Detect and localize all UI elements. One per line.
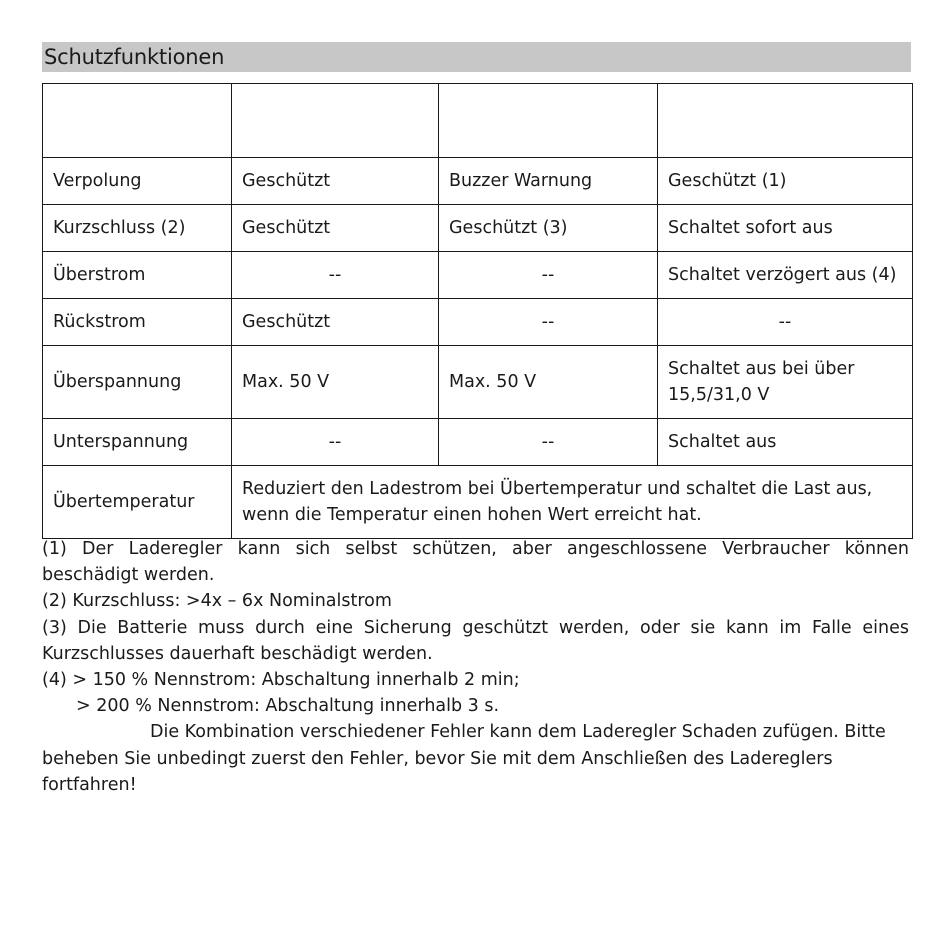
table-cell: -- <box>658 299 913 346</box>
table-cell: -- <box>439 419 658 466</box>
footnote-4a: (4) > 150 % Nennstrom: Abschaltung innerhalb 2 min; <box>42 670 520 691</box>
footnote-4b: > 200 % Nennstrom: Abschaltung innerhalb 3 s. <box>76 696 500 717</box>
table-row <box>43 466 913 539</box>
table-cell: -- <box>232 252 439 299</box>
table-cell-merged: Reduziert den Ladestrom bei Übertemperatur und schaltet die Last aus, wenn die Temperatur einen hohen Wert erreicht hat. <box>232 466 913 539</box>
table-cell: Geschützt <box>232 158 439 205</box>
table-row <box>43 346 913 419</box>
footnotes <box>42 536 909 798</box>
header-cell <box>658 84 913 158</box>
protection-table <box>42 83 913 539</box>
table-cell: Geschützt <box>232 205 439 252</box>
table-cell: Geschützt (1) <box>658 158 913 205</box>
row-label: Überstrom <box>43 252 232 299</box>
table-cell: Max. 50 V <box>439 346 658 419</box>
table-row <box>43 252 913 299</box>
row-label: Verpolung <box>43 158 232 205</box>
table-row <box>43 419 913 466</box>
table-row <box>43 205 913 252</box>
section-title: Schutzfunktionen <box>42 42 911 72</box>
table-cell: Max. 50 V <box>232 346 439 419</box>
row-label: Unterspannung <box>43 419 232 466</box>
table-cell: Geschützt <box>232 299 439 346</box>
table-row <box>43 158 913 205</box>
row-label: Überspannung <box>43 346 232 419</box>
table-cell: Schaltet aus <box>658 419 913 466</box>
footnote-1: (1) Der Laderegler kann sich selbst schützen, aber angeschlossene Verbraucher können beschädigt werden. <box>42 539 909 586</box>
table-cell: -- <box>439 299 658 346</box>
row-label: Rückstrom <box>43 299 232 346</box>
table-cell: -- <box>439 252 658 299</box>
header-cell <box>232 84 439 158</box>
table-cell: Buzzer Warnung <box>439 158 658 205</box>
table-cell: -- <box>232 419 439 466</box>
footnote-2: (2) Kurzschluss: >4x – 6x Nominalstrom <box>42 591 392 612</box>
table-header-row <box>43 84 913 158</box>
header-cell <box>439 84 658 158</box>
row-label: Kurzschluss (2) <box>43 205 232 252</box>
table-cell: Schaltet sofort aus <box>658 205 913 252</box>
warning-text: Die Kombination verschiedener Fehler kann dem Laderegler Schaden zufügen. Bitte beheben Sie unbedingt zuerst den Fehler, bevor Sie mit dem Anschließen des Ladereglers fortfahren! <box>42 722 886 795</box>
table-cell: Geschützt (3) <box>439 205 658 252</box>
header-cell <box>43 84 232 158</box>
table-cell: Schaltet aus bei über 15,5/31,0 V <box>658 346 913 419</box>
row-label: Übertemperatur <box>43 466 232 539</box>
table-row <box>43 299 913 346</box>
footnote-3: (3) Die Batterie muss durch eine Sicherung geschützt werden, oder sie kann im Falle eines Kurzschlusses dauerhaft beschädigt werden. <box>42 617 909 664</box>
table-cell: Schaltet verzögert aus (4) <box>658 252 913 299</box>
